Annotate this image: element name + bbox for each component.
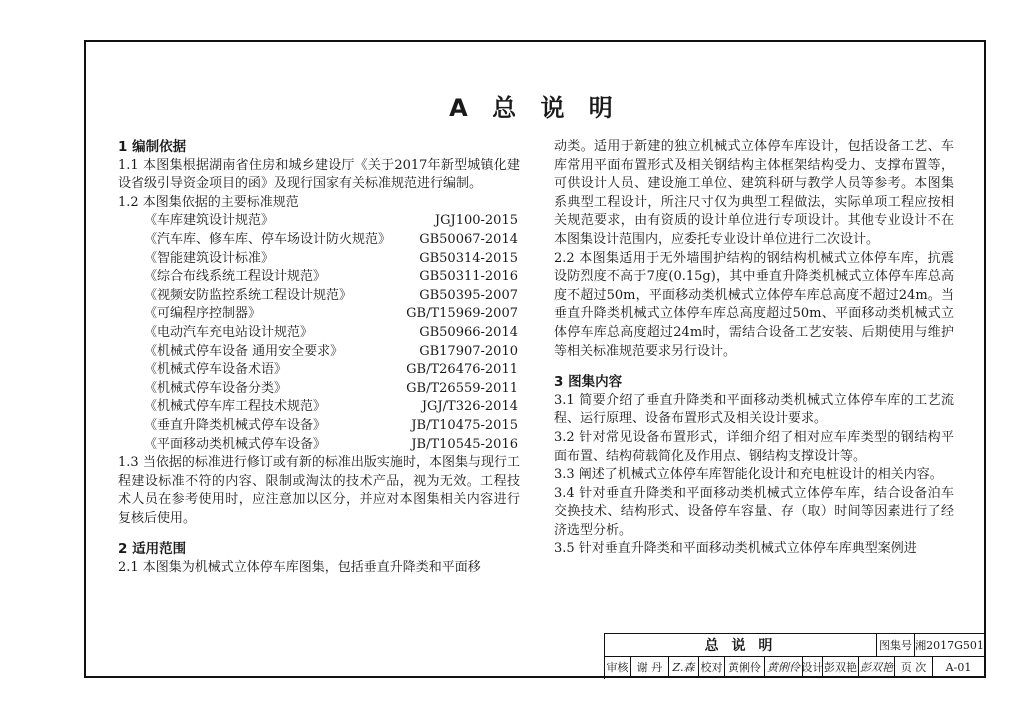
check-label: 校对 bbox=[699, 656, 725, 678]
title-block bbox=[604, 633, 985, 679]
page-label: 页 次 bbox=[895, 656, 933, 678]
standard-name: 《电动汽车充电站设计规范》 bbox=[144, 324, 314, 340]
standard-item bbox=[118, 231, 520, 250]
standard-code: GB50314-2015 bbox=[419, 250, 518, 266]
paragraph-1-2: 1.2 本图集依据的主要标准规范 bbox=[118, 194, 299, 210]
section-heading-2: 2 适用范围 bbox=[118, 541, 187, 558]
standard-name: 《机械式停车设备分类》 bbox=[144, 380, 288, 396]
standard-name: 《可编程序控制器》 bbox=[144, 306, 262, 322]
section-heading-1: 1 编制依据 bbox=[118, 139, 187, 155]
page-title: A 总 说 明 bbox=[449, 94, 621, 122]
review-label: 审核 bbox=[605, 656, 631, 678]
standard-item bbox=[118, 324, 520, 343]
page-number: A-01 bbox=[933, 656, 985, 678]
standard-item bbox=[118, 268, 520, 287]
standard-name: 《视频安防监控系统工程设计规范》 bbox=[144, 287, 353, 303]
paragraph-1-1: 1.1 本图集根据湖南省住房和城乡建设厅《关于2017年新型城镇化建设省级引导资金项目的函》及现行国家有关标准规范进行编制。 bbox=[118, 157, 520, 192]
standard-name: 《平面移动类机械式停车设备》 bbox=[144, 436, 327, 452]
standard-item bbox=[118, 417, 520, 436]
checker-signature: 黄俐伶 bbox=[765, 656, 803, 678]
paragraph-2-2: 2.2 本图集适用于无外墙围护结构的钢结构机械式立体停车库，抗震设防烈度不高于7度(0.15g)，其中垂直升降类机械式立体停车库总高度不超过50m，平面移动类机械式立体停车库总高度不超过24m。当垂直升降类机械式立体停车库总高度超过50m、平面移动类机械式立体停车库总高度超过24m时，需结合设备工艺安装、后期使用与维护等相关标准规范要求另行设计。 bbox=[554, 250, 954, 359]
standard-item bbox=[118, 305, 520, 324]
atlas-number-label: 图集号 bbox=[877, 634, 915, 656]
standard-code: GB50067-2014 bbox=[419, 231, 518, 247]
drawing-title: 总 说 明 bbox=[605, 634, 877, 656]
standards-list bbox=[118, 212, 520, 454]
design-label: 设计 bbox=[803, 656, 823, 678]
standard-code: JGJ/T326-2014 bbox=[421, 399, 518, 415]
checker-name: 黄俐伶 bbox=[725, 656, 765, 678]
paragraph-1-3: 1.3 当依据的标准进行修订或有新的标准出版实施时，本图集与现行工程建设标准不符的内容、限制或淘汰的技术产品，视为无效。工程技术人员在参考使用时，应注意加以区分，并应对本图集相关内容进行复核后使用。 bbox=[118, 455, 520, 526]
standard-code: JB/T10475-2015 bbox=[411, 417, 518, 433]
right-column bbox=[554, 138, 954, 559]
paragraph-2-1: 2.1 本图集为机械式立体停车库图集，包括垂直升降类和平面移 bbox=[118, 560, 481, 576]
paragraph-2-1-continued: 动类。适用于新建的独立机械式立体停车库设计，包括设备工艺、车库常用平面布置形式及相关钢结构主体框架结构受力、支撑布置等，可供设计人员、建设施工单位、建筑科研与教学人员等参考。本图集系典型工程设计，所注尺寸仅为典型工程做法，实际单项工程应按相关规范要求，由有资质的设计单位进行专项设计。其他专业设计不在本图集设计范围内，应委托专业设计单位进行二次设计。 bbox=[554, 139, 954, 247]
standard-code: GB50395-2007 bbox=[419, 287, 518, 303]
paragraph-3-3: 3.3 阐述了机械式立体停车库智能化设计和充电桩设计的相关内容。 bbox=[554, 467, 943, 483]
standard-item bbox=[118, 250, 520, 269]
standard-code: GB17907-2010 bbox=[419, 343, 518, 359]
standard-code: GB/T26476-2011 bbox=[406, 362, 518, 378]
atlas-number: 湘2017G501 bbox=[915, 634, 985, 656]
standard-name: 《综合布线系统工程设计规范》 bbox=[144, 269, 327, 285]
designer-signature: 彭双艳 bbox=[859, 656, 895, 678]
standard-name: 《智能建筑设计标准》 bbox=[144, 250, 275, 266]
standard-code: GB50966-2014 bbox=[419, 324, 518, 340]
standard-item bbox=[118, 212, 520, 231]
standard-code: JGJ100-2015 bbox=[434, 213, 518, 229]
standard-name: 《汽车库、修车库、停车场设计防火规范》 bbox=[144, 231, 392, 247]
reviewer-signature: Z.森 bbox=[669, 656, 699, 678]
standard-code: GB/T15969-2007 bbox=[406, 306, 518, 322]
paragraph-3-5: 3.5 针对垂直升降类和平面移动类机械式立体停车库典型案例进 bbox=[554, 541, 917, 557]
reviewer-name: 谢 丹 bbox=[631, 656, 669, 678]
standard-item bbox=[118, 398, 520, 417]
standard-item bbox=[118, 287, 520, 306]
paragraph-3-1: 3.1 简要介绍了垂直升降类和平面移动类机械式立体停车库的工艺流程、运行原理、设备布置形式及相关设计要求。 bbox=[554, 392, 954, 427]
standard-name: 《车库建筑设计规范》 bbox=[144, 213, 275, 229]
designer-name: 彭双艳 bbox=[823, 656, 859, 678]
paragraph-3-2: 3.2 针对常见设备布置形式，详细介绍了相对应车库类型的钢结构平面布置、结构荷载简化及作用点、钢结构支撑设计等。 bbox=[554, 429, 954, 464]
standard-name: 《机械式停车设备术语》 bbox=[144, 362, 288, 378]
section-heading-3: 3 图集内容 bbox=[554, 374, 623, 391]
standard-name: 《机械式停车库工程技术规范》 bbox=[144, 399, 327, 415]
standard-name: 《垂直升降类机械式停车设备》 bbox=[144, 417, 327, 433]
standard-item bbox=[118, 380, 520, 399]
left-column bbox=[118, 138, 520, 578]
standard-item bbox=[118, 361, 520, 380]
paragraph-3-4: 3.4 针对垂直升降类和平面移动类机械式立体停车库，结合设备泊车交换技术、结构形式、设备停车容量、存（取）时间等因素进行了经济选型分析。 bbox=[554, 485, 954, 538]
drawing-sheet bbox=[84, 40, 986, 678]
standard-item bbox=[118, 436, 520, 455]
standard-item bbox=[118, 343, 520, 362]
standard-code: JB/T10545-2016 bbox=[411, 436, 518, 452]
standard-name: 《机械式停车设备 通用安全要求》 bbox=[144, 343, 344, 359]
standard-code: GB/T26559-2011 bbox=[406, 380, 518, 396]
standard-code: GB50311-2016 bbox=[419, 269, 518, 285]
